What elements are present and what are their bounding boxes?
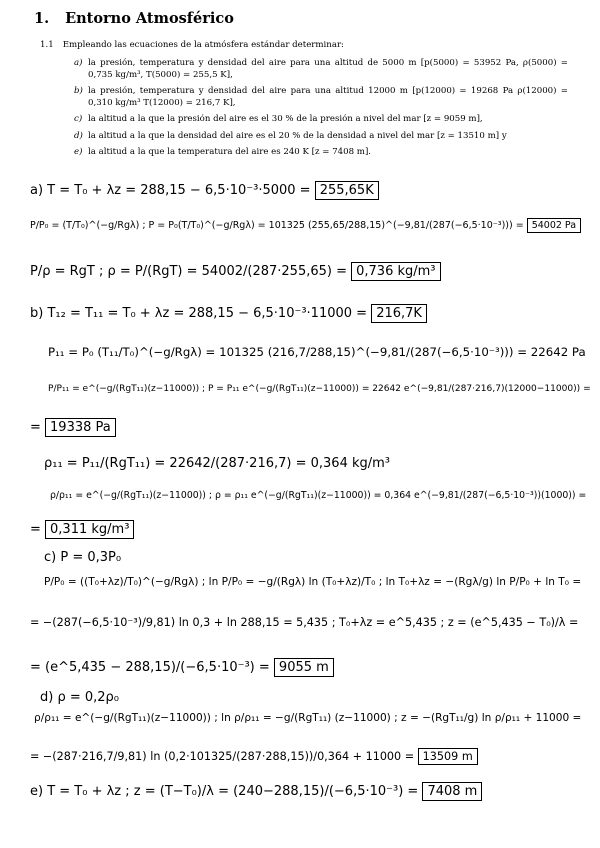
handwritten-text: = <box>30 522 46 537</box>
section-number: 1. <box>34 10 50 27</box>
handwritten-text: P/ρ = RgT ; ρ = P/(RgT) = 54002/(287·255,65) = <box>30 264 352 279</box>
handwritten-text: = −(287(−6,5·10⁻³)/9,81) ln 0,3 + ln 288,15 = 5,435 ; T₀+λz = e^5,435 ; z = (e^5,435 − T₀)/λ = <box>30 616 579 629</box>
problem-items <box>74 58 568 164</box>
section-heading <box>34 10 234 27</box>
handwritten-line <box>30 306 427 321</box>
boxed-result: 19338 Pa <box>45 418 116 437</box>
item-tag: d) <box>74 130 83 141</box>
handwritten-line <box>30 420 116 435</box>
handwritten-text: = (e^5,435 − 288,15)/(−6,5·10⁻³) = <box>30 660 274 675</box>
problem-number: 1.1 <box>40 40 54 50</box>
item-text: la presión, temperatura y densidad del aire para una altitud 12000 m [p(12000) = 19268 Pa ρ(12000) = 0,310 kg/m³ T(12000) = 216,7 K], <box>88 86 568 108</box>
handwritten-line <box>30 183 379 198</box>
boxed-result: 0,736 kg/m³ <box>351 262 440 281</box>
item-tag: a) <box>74 58 83 68</box>
handwritten-text: a) T = T₀ + λz = 288,15 − 6,5·10⁻³·5000 = <box>30 183 315 198</box>
handwritten-text: ρ/ρ₁₁ = e^(−g/(RgT₁₁)(z−11000)) ; ln ρ/ρ₁₁ = −g/(RgT₁₁) (z−11000) ; z = −(RgT₁₁/g) ln ρ/ρ₁₁ + 11000 = <box>34 712 582 724</box>
problem-statement <box>40 40 344 50</box>
handwritten-text: = <box>30 420 46 435</box>
handwritten-line <box>44 576 581 588</box>
item-text: la altitud a la que la presión del aire es el 30 % de la presión a nivel del mar [z = 9059 m], <box>88 114 483 124</box>
item-tag: e) <box>74 147 83 157</box>
boxed-result: 13509 m <box>418 748 478 765</box>
handwritten-line <box>34 712 581 724</box>
handwritten-line <box>30 616 578 629</box>
handwritten-line <box>30 660 334 675</box>
handwritten-text: P/P₁₁ = e^(−g/(RgT₁₁)(z−11000)) ; P = P₁₁ e^(−g/(RgT₁₁)(z−11000)) = 22642 e^(−9,81/(287·216,7)(12000−11000)) = <box>48 384 591 394</box>
handwritten-line <box>44 550 121 565</box>
handwritten-line <box>30 750 478 763</box>
handwritten-line <box>30 220 581 231</box>
handwritten-line <box>48 345 586 359</box>
item-tag: b) <box>74 86 83 96</box>
handwritten-line <box>30 522 134 537</box>
handwritten-text: ρ/ρ₁₁ = e^(−g/(RgT₁₁)(z−11000)) ; ρ = ρ₁₁ e^(−g/(RgT₁₁)(z−11000)) = 0,364 e^(−9,81/(287(−6,5·10⁻³))(1000)) = <box>50 490 587 501</box>
handwritten-line <box>50 490 586 501</box>
problem-item-c <box>74 114 568 126</box>
handwritten-text: P/P₀ = (T/T₀)^(−g/Rgλ) ; P = P₀(T/T₀)^(−g/Rgλ) = 101325 (255,65/288,15)^(−9,81/(287(−6,5·10⁻³))) = <box>30 220 527 231</box>
boxed-result: 54002 Pa <box>527 218 581 233</box>
handwritten-text: = −(287·216,7/9,81) ln (0,2·101325/(287·288,15))/0,364 + 11000 = <box>30 750 418 763</box>
boxed-result: 255,65K <box>315 181 379 200</box>
handwritten-line <box>30 264 441 279</box>
item-tag: c) <box>74 114 83 124</box>
problem-item-b <box>74 86 568 109</box>
handwritten-text: P/P₀ = ((T₀+λz)/T₀)^(−g/Rgλ) ; ln P/P₀ = −g/(Rgλ) ln (T₀+λz)/T₀ ; ln T₀+λz = −(Rgλ/g) ln P/P₀ + ln T₀ = <box>44 576 582 588</box>
item-text: la altitud a la que la densidad del aire es el 20 % de la densidad a nivel del mar [z = 13510 m] y <box>88 130 507 141</box>
handwritten-text: d) ρ = 0,2ρ₀ <box>40 690 120 705</box>
handwritten-text: P₁₁ = P₀ (T₁₁/T₀)^(−g/Rgλ) = 101325 (216,7/288,15)^(−9,81/(287(−6,5·10⁻³))) = 22642 Pa <box>48 345 586 359</box>
handwritten-text: e) T = T₀ + λz ; z = (T−T₀)/λ = (240−288,15)/(−6,5·10⁻³) = <box>30 784 423 799</box>
handwritten-text: c) P = 0,3P₀ <box>44 550 122 565</box>
boxed-result: 9055 m <box>274 658 334 677</box>
item-text: la altitud a la que la temperatura del aire es 240 K [z = 7408 m]. <box>88 147 372 157</box>
boxed-result: 216,7K <box>371 304 427 323</box>
handwritten-line <box>48 384 591 394</box>
handwritten-line <box>40 690 119 705</box>
problem-item-a <box>74 58 568 81</box>
section-title: Entorno Atmosférico <box>65 10 234 27</box>
handwritten-line <box>30 784 482 799</box>
item-text: la presión, temperatura y densidad del aire para una altitud de 5000 m [p(5000) = 53952 Pa, ρ(5000) = 0,735 kg/m³, T(5000) = 255,5 K], <box>88 58 568 80</box>
handwritten-line <box>44 456 390 471</box>
boxed-result: 0,311 kg/m³ <box>45 520 134 539</box>
handwritten-text: ρ₁₁ = P₁₁/(RgT₁₁) = 22642/(287·216,7) = 0,364 kg/m³ <box>44 456 391 471</box>
handwritten-text: b) T₁₂ = T₁₁ = T₀ + λz = 288,15 − 6,5·10⁻³·11000 = <box>30 306 372 321</box>
boxed-result: 7408 m <box>422 782 482 801</box>
problem-item-e <box>74 147 568 159</box>
problem-intro: Empleando las ecuaciones de la atmósfera estándar determinar: <box>62 40 344 50</box>
problem-item-d <box>74 131 568 143</box>
